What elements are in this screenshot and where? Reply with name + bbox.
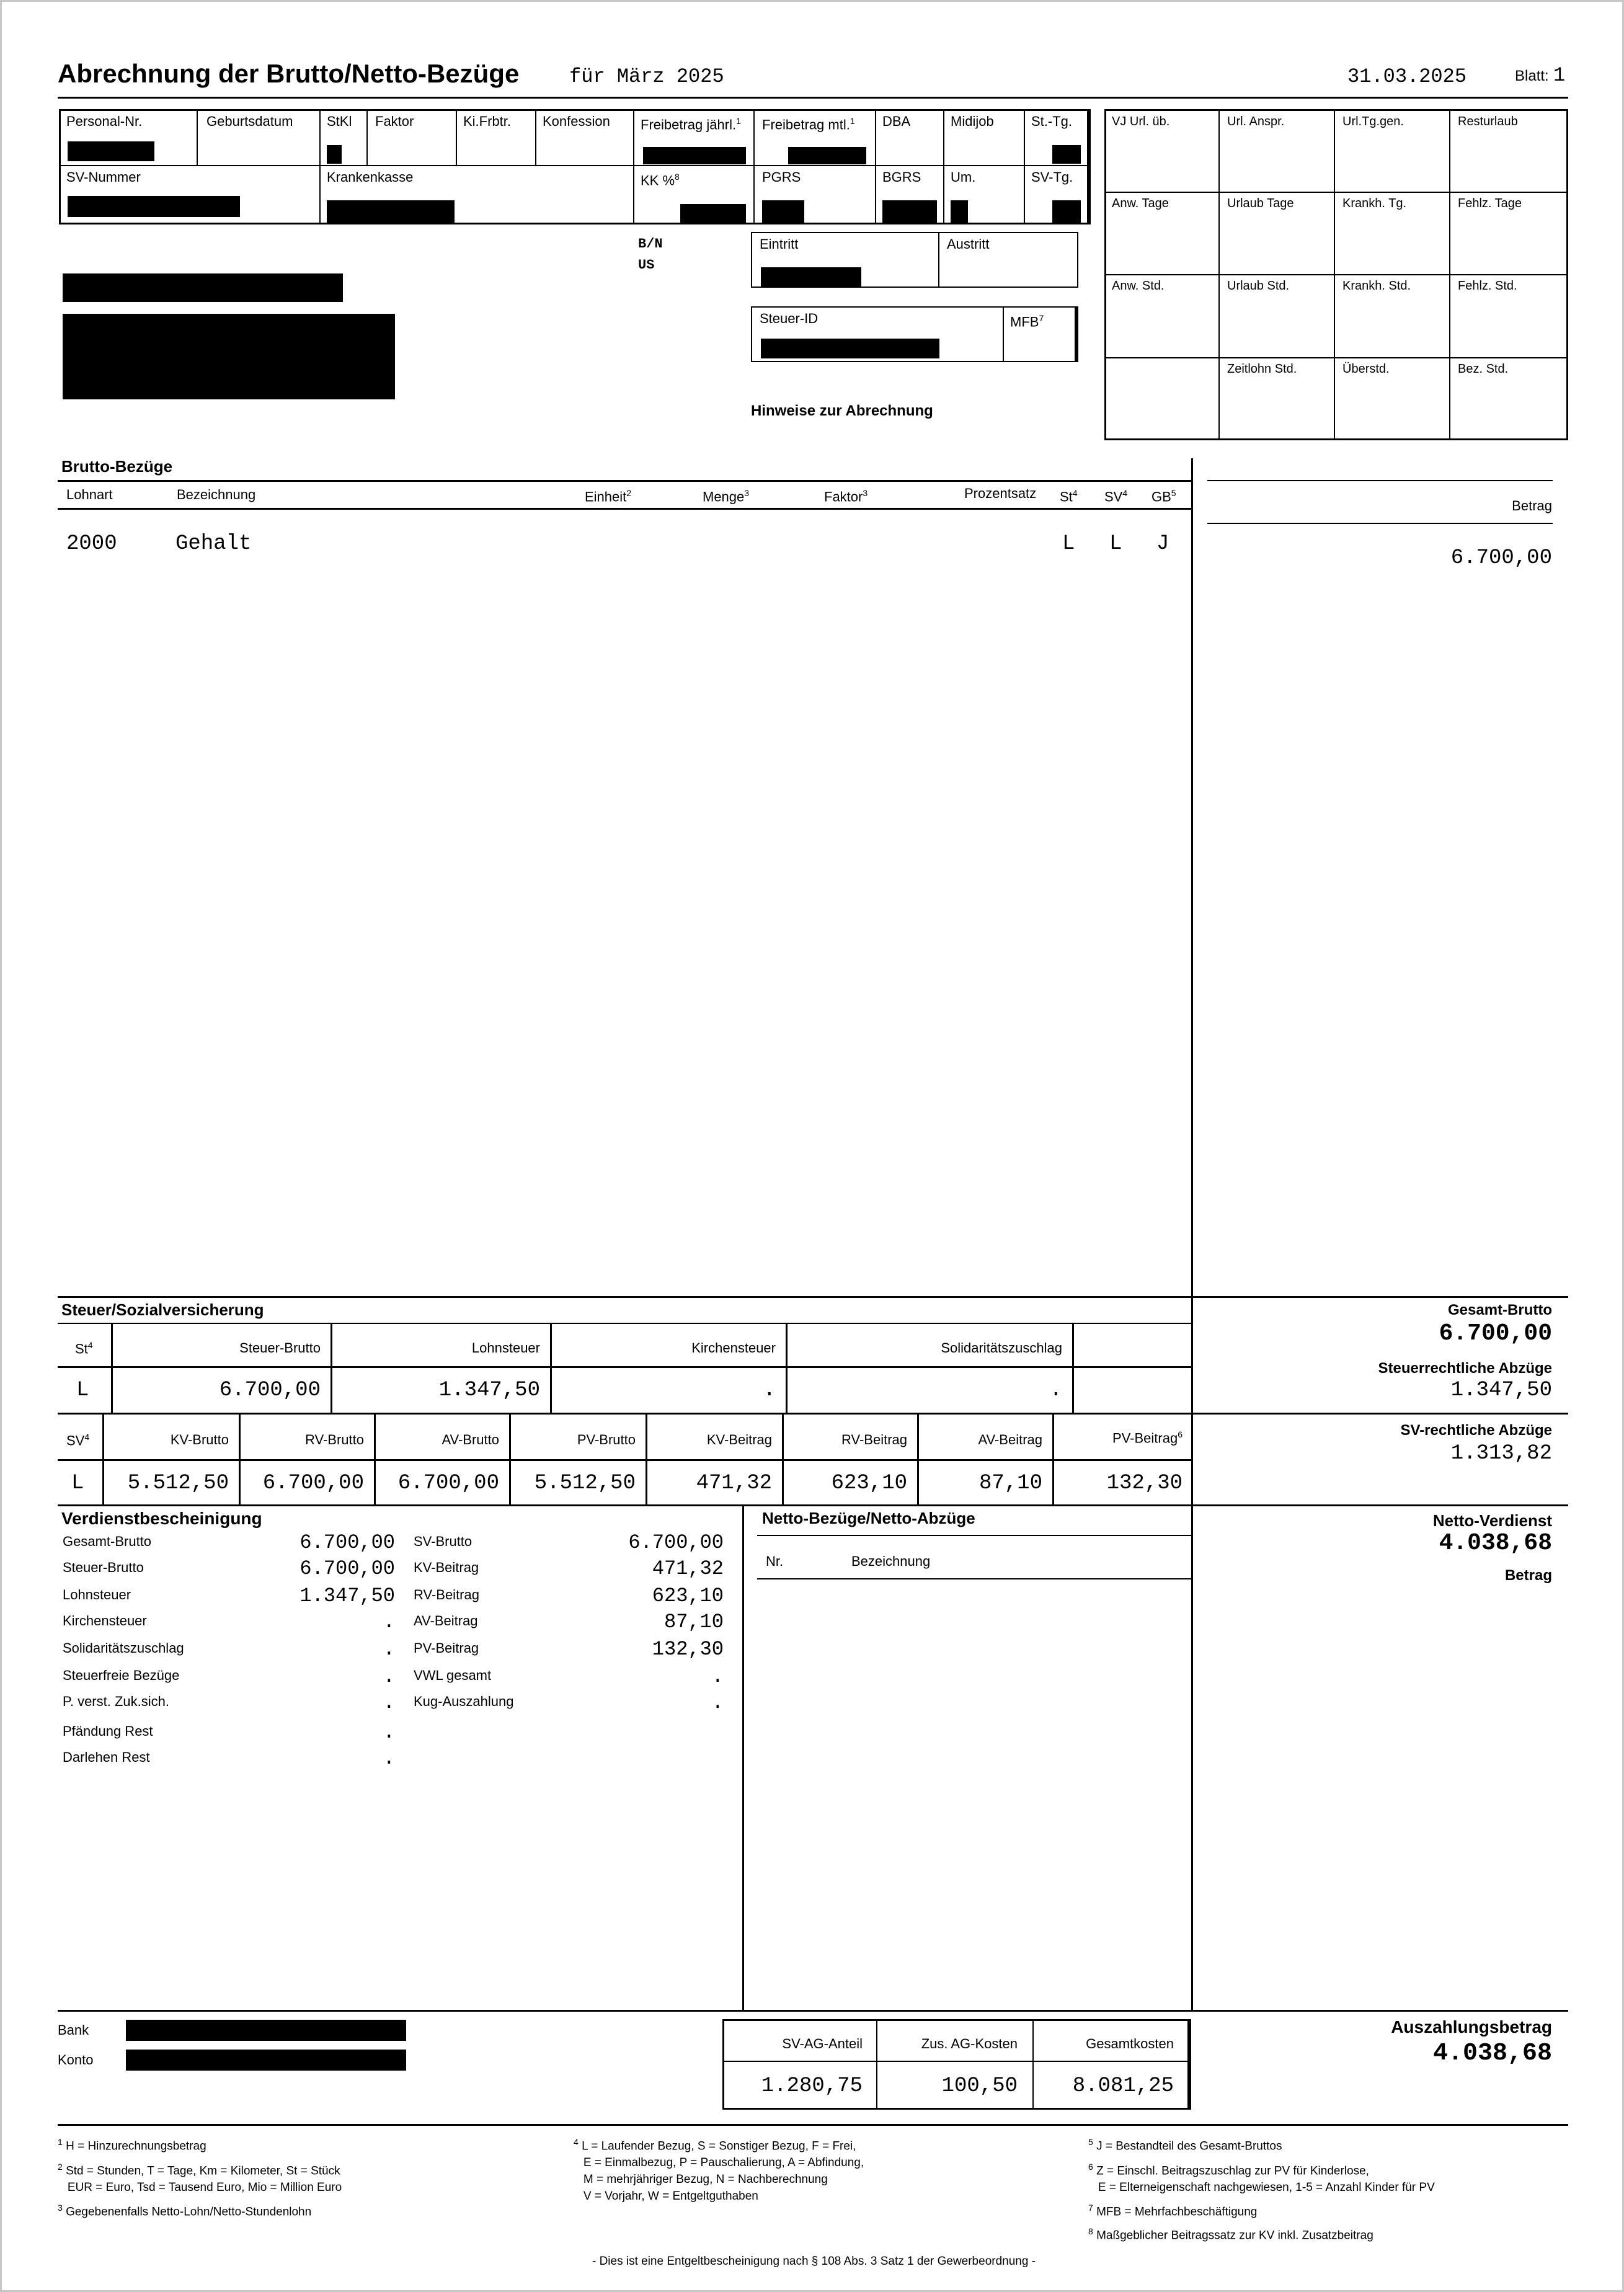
konto-label: Konto bbox=[58, 2052, 94, 2068]
col-faktor: Faktor$^3$ bbox=[824, 488, 868, 505]
steuer-section-title: Steuer/Sozialversicherung bbox=[61, 1300, 264, 1319]
auszahlung-value: 4.038,68 bbox=[1432, 2040, 1552, 2068]
redacted-kk-prozent bbox=[680, 204, 746, 224]
sv-col-sv: $SV^4$ bbox=[66, 1432, 90, 1449]
vb-value-av-beitrag: 87,10 bbox=[663, 1610, 724, 1633]
sv-av-beitrag-value: 87,10 bbox=[978, 1472, 1042, 1495]
vb-value-soli: . bbox=[383, 1638, 395, 1661]
vb-value-sv-brutto: 6.700,00 bbox=[628, 1531, 724, 1554]
col-bezeichnung: Bezeichnung bbox=[177, 487, 256, 502]
sv-rv-brutto-value: 6.700,00 bbox=[262, 1472, 364, 1495]
main-vertical-divider bbox=[1191, 458, 1193, 2010]
legal-notice: - Dies ist eine Entgeltbescheinigung nach § 108 Abs. 3 Satz 1 der Gewerbeordnung - bbox=[592, 2255, 1036, 2268]
vb-value-pv-beitrag: 132,30 bbox=[652, 1638, 724, 1661]
label-krankenkasse: Krankenkasse bbox=[327, 169, 414, 185]
redacted-freibetrag-mtl bbox=[788, 147, 866, 164]
footnote-1: $^1$ H = Hinzurechnungsbetrag bbox=[58, 2137, 206, 2153]
label-kk-prozent: KK %$^8$ bbox=[641, 172, 680, 189]
vb-value-pfaendung: . bbox=[383, 1721, 395, 1744]
label-um: Um. bbox=[951, 169, 976, 185]
vb-label-pfaendung: Pfändung Rest bbox=[63, 1723, 153, 1739]
sv-pv-brutto-value: 5.512,50 bbox=[534, 1472, 636, 1495]
tax-lohnsteuer-value: 1.347,50 bbox=[438, 1379, 540, 1402]
vb-value-darlehen: . bbox=[383, 1747, 395, 1770]
tax-st-value: L bbox=[76, 1379, 89, 1402]
vb-label-sv-brutto: SV-Brutto bbox=[414, 1534, 473, 1549]
vb-label-rv-beitrag: RV-Beitrag bbox=[414, 1587, 479, 1602]
sv-kv-brutto-value: 5.512,50 bbox=[127, 1472, 229, 1495]
vb-value-steuer-brutto: 6.700,00 bbox=[300, 1557, 395, 1580]
tax-col-lohnsteuer: Lohnsteuer bbox=[471, 1340, 540, 1356]
document-date: 31.03.2025 bbox=[1347, 65, 1467, 88]
col-menge: Menge$^3$ bbox=[703, 488, 750, 505]
vb-label-kug-auszahlung: Kug-Auszahlung bbox=[414, 1694, 514, 1709]
document-title: Abrechnung der Brutto/Netto-Bezüge bbox=[58, 59, 520, 88]
header-divider bbox=[58, 97, 1568, 99]
redacted-pgrs bbox=[762, 200, 804, 223]
vb-label-kv-beitrag: KV-Beitrag bbox=[414, 1560, 479, 1575]
sv-col-av-beitrag: AV-Beitrag bbox=[978, 1432, 1042, 1447]
brutto-st: L bbox=[1062, 532, 1075, 556]
netto-bezuege-title: Netto-Bezüge/Netto-Abzüge bbox=[762, 1509, 975, 1527]
sv-col-rv-beitrag: RV-Beitrag bbox=[841, 1432, 907, 1447]
brutto-lohnart: 2000 bbox=[66, 532, 117, 556]
tax-col-soli: Solidaritätszuschlag bbox=[941, 1340, 1062, 1356]
vb-label-lohnsteuer: Lohnsteuer bbox=[63, 1587, 131, 1602]
vb-label-p-verst: P. verst. Zuk.sich. bbox=[63, 1694, 169, 1709]
redacted-personal-nr bbox=[68, 141, 154, 161]
footnote-3: $^3$ Gegebenenfalls Netto-Lohn/Netto-Stundenlohn bbox=[58, 2203, 312, 2219]
col-betrag: Betrag bbox=[1512, 498, 1552, 513]
vb-label-steuerfreie-bezuege: Steuerfreie Bezüge bbox=[63, 1668, 180, 1683]
verdienst-divider bbox=[742, 1506, 744, 2010]
netto-verdienst-value: 4.038,68 bbox=[1439, 1530, 1552, 1557]
vac-fehlz-std: Fehlz. Std. bbox=[1458, 279, 1517, 293]
vac-resturlaub: Resturlaub bbox=[1458, 115, 1518, 128]
redacted-sv-nummer bbox=[68, 196, 240, 217]
vac-krankh-tg: Krankh. Tg. bbox=[1342, 197, 1407, 210]
vb-value-gesamt-brutto: 6.700,00 bbox=[300, 1531, 395, 1554]
vb-label-steuer-brutto: Steuer-Brutto bbox=[63, 1560, 144, 1575]
vac-vj-url-ueb: VJ Url. üb. bbox=[1112, 115, 1170, 128]
vac-url-anspr: Url. Anspr. bbox=[1227, 115, 1285, 128]
vb-value-kug-auszahlung: . bbox=[711, 1691, 724, 1714]
sv-sv-value: L bbox=[71, 1472, 84, 1495]
sv-abzuege-value: 1.313,82 bbox=[1450, 1442, 1552, 1465]
label-sv-tg: SV-Tg. bbox=[1031, 169, 1073, 185]
tax-col-steuer-brutto: Steuer-Brutto bbox=[239, 1340, 321, 1356]
label-personal-nr: Personal-Nr. bbox=[66, 113, 143, 129]
sv-rv-beitrag-value: 623,10 bbox=[831, 1472, 907, 1495]
label-bgrs: BGRS bbox=[882, 169, 921, 185]
col-gb: $GB^5$ bbox=[1151, 488, 1176, 505]
netto-col-nr: Nr. bbox=[766, 1553, 784, 1569]
redacted-employer-name bbox=[63, 273, 343, 302]
sv-col-pv-brutto: PV-Brutto bbox=[577, 1432, 636, 1447]
col-sv: $SV^4$ bbox=[1104, 488, 1128, 505]
label-kifrbtr: Ki.Frbtr. bbox=[463, 113, 512, 129]
label-st-tg: St.-Tg. bbox=[1031, 113, 1073, 129]
brutto-betrag: 6.700,00 bbox=[1450, 546, 1552, 570]
redacted-bank bbox=[126, 2020, 406, 2041]
redacted-eintritt bbox=[761, 267, 861, 287]
footnote-6: $^6$ Z = Einschl. Beitragszuschlag zur PV für Kinderlose, E = Elterneigenschaft nachgewiesen, 1-5 = Anzahl Kinder für PV bbox=[1088, 2162, 1435, 2195]
label-sv-nummer: SV-Nummer bbox=[66, 169, 141, 185]
footnote-4: $^4$ L = Laufender Bezug, S = Sonstiger Bezug, F = Frei, E = Einmalbezug, P = Pauschalierung, A = Abfindung, M = mehrjähriger Bezug, N = Nachberechnung V = Vorjahr, W = Entgeltguthaben bbox=[574, 2137, 864, 2203]
brutto-gb: J bbox=[1156, 532, 1169, 556]
tax-col-st: St$^4$ bbox=[75, 1340, 93, 1357]
sv-col-kv-brutto: KV-Brutto bbox=[170, 1432, 229, 1447]
redacted-um bbox=[951, 200, 968, 223]
label-konfession: Konfession bbox=[543, 113, 610, 129]
vb-label-vwl-gesamt: VWL gesamt bbox=[414, 1668, 492, 1683]
code-bn: B/N bbox=[638, 236, 663, 252]
brutto-section-title: Brutto-Bezüge bbox=[61, 457, 173, 476]
vb-value-p-verst: . bbox=[383, 1691, 395, 1714]
ag-zus-value: 100,50 bbox=[941, 2074, 1018, 2098]
tax-kirchensteuer-value: . bbox=[763, 1379, 776, 1402]
sv-col-kv-beitrag: KV-Beitrag bbox=[706, 1432, 772, 1447]
tax-steuer-brutto-value: 6.700,00 bbox=[219, 1379, 321, 1402]
vac-anw-std: Anw. Std. bbox=[1112, 279, 1165, 293]
redacted-stkl bbox=[327, 145, 342, 164]
vac-url-tg-gen: Url.Tg.gen. bbox=[1342, 115, 1404, 128]
label-midijob: Midijob bbox=[951, 113, 994, 129]
vac-urlaub-std: Urlaub Std. bbox=[1227, 279, 1290, 293]
vb-value-steuerfreie-bezuege: . bbox=[383, 1665, 395, 1688]
netto-betrag-label: Betrag bbox=[1504, 1567, 1552, 1584]
vb-label-soli: Solidaritätszuschlag bbox=[63, 1640, 184, 1656]
footnote-2: $^2$ Std = Stunden, T = Tage, Km = Kilometer, St = Stück EUR = Euro, Tsd = Tausend Euro, Mio = Million Euro bbox=[58, 2162, 342, 2195]
period-label: für März 2025 bbox=[569, 65, 724, 88]
vac-bez-std: Bez. Std. bbox=[1458, 362, 1509, 376]
sv-av-brutto-value: 6.700,00 bbox=[397, 1472, 499, 1495]
label-freibetrag-jaehrl: Freibetrag jährl.$^1$ bbox=[641, 116, 741, 133]
vac-anw-tage: Anw. Tage bbox=[1112, 197, 1169, 210]
label-eintritt: Eintritt bbox=[760, 236, 799, 252]
vb-label-av-beitrag: AV-Beitrag bbox=[414, 1613, 478, 1628]
sv-pv-beitrag-value: 132,30 bbox=[1106, 1472, 1183, 1495]
ag-zus-label: Zus. AG-Kosten bbox=[921, 2036, 1018, 2051]
redacted-st-tg bbox=[1052, 145, 1081, 164]
redacted-krankenkasse bbox=[327, 200, 455, 223]
vb-value-rv-beitrag: 623,10 bbox=[652, 1584, 724, 1607]
redacted-konto bbox=[126, 2050, 406, 2071]
vb-label-pv-beitrag: PV-Beitrag bbox=[414, 1640, 479, 1656]
vb-value-vwl-gesamt: . bbox=[711, 1665, 724, 1688]
sv-abzuege-label: SV-rechtliche Abzüge bbox=[1400, 1422, 1552, 1439]
redacted-freibetrag-jaehrl bbox=[643, 147, 746, 164]
sv-col-rv-brutto: RV-Brutto bbox=[305, 1432, 364, 1447]
steuer-abzuege-label: Steuerrechtliche Abzüge bbox=[1378, 1360, 1552, 1377]
sheet-label: Blatt: bbox=[1515, 68, 1549, 84]
sheet-number: 1 bbox=[1553, 64, 1566, 87]
label-mfb: MFB$^7$ bbox=[1010, 313, 1044, 330]
hinweise-label: Hinweise zur Abrechnung bbox=[751, 402, 933, 419]
brutto-sv: L bbox=[1109, 532, 1122, 556]
verdienst-title: Verdienstbescheinigung bbox=[61, 1509, 262, 1528]
vac-fehlz-tage: Fehlz. Tage bbox=[1458, 197, 1522, 210]
tax-col-kirchensteuer: Kirchensteuer bbox=[691, 1340, 776, 1356]
vac-ueberstd: Überstd. bbox=[1342, 362, 1390, 376]
ag-gesamt-value: 8.081,25 bbox=[1072, 2074, 1174, 2098]
brutto-bezeichnung: Gehalt bbox=[175, 532, 252, 556]
redacted-bgrs bbox=[882, 200, 937, 223]
sv-col-av-brutto: AV-Brutto bbox=[441, 1432, 499, 1447]
col-st: St$^4$ bbox=[1060, 488, 1078, 505]
tax-soli-value: . bbox=[1049, 1379, 1062, 1402]
col-prozentsatz: Prozentsatz bbox=[964, 486, 1037, 501]
vac-krankh-std: Krankh. Std. bbox=[1342, 279, 1411, 293]
gesamt-brutto-label: Gesamt-Brutto bbox=[1447, 1302, 1552, 1318]
footnote-8: $^8$ Maßgeblicher Beitragssatz zur KV inkl. Zusatzbeitrag bbox=[1088, 2226, 1373, 2242]
auszahlung-label: Auszahlungsbetrag bbox=[1391, 2017, 1552, 2037]
vb-value-kv-beitrag: 471,32 bbox=[652, 1557, 724, 1580]
ag-sv-value: 1.280,75 bbox=[761, 2074, 863, 2098]
label-geburtsdatum: Geburtsdatum bbox=[206, 113, 293, 129]
ag-sv-label: SV-AG-Anteil bbox=[782, 2036, 863, 2051]
label-steuer-id: Steuer-ID bbox=[760, 311, 819, 326]
steuer-abzuege-value: 1.347,50 bbox=[1450, 1379, 1552, 1402]
label-austritt: Austritt bbox=[947, 236, 990, 252]
label-freibetrag-mtl: Freibetrag mtl.$^1$ bbox=[762, 116, 855, 133]
footnote-7: $^7$ MFB = Mehrfachbeschäftigung bbox=[1088, 2203, 1258, 2219]
label-stkl: StKl bbox=[327, 113, 352, 129]
netto-verdienst-label: Netto-Verdienst bbox=[1432, 1511, 1552, 1530]
vb-label-kirchensteuer: Kirchensteuer bbox=[63, 1613, 147, 1628]
vb-value-lohnsteuer: 1.347,50 bbox=[300, 1584, 395, 1607]
vb-value-kirchensteuer: . bbox=[383, 1610, 395, 1633]
bank-label: Bank bbox=[58, 2022, 89, 2038]
vb-label-gesamt-brutto: Gesamt-Brutto bbox=[63, 1534, 152, 1549]
gesamt-brutto-value: 6.700,00 bbox=[1439, 1320, 1552, 1347]
label-dba: DBA bbox=[882, 113, 911, 129]
ag-gesamt-label: Gesamtkosten bbox=[1086, 2036, 1174, 2051]
sv-col-pv-beitrag: PV-Beitrag$^6$ bbox=[1112, 1429, 1183, 1446]
footnote-5: $^5$ J = Bestandteil des Gesamt-Bruttos bbox=[1088, 2137, 1282, 2153]
vac-zeitlohn-std: Zeitlohn Std. bbox=[1227, 362, 1297, 376]
col-einheit: Einheit$^2$ bbox=[585, 488, 632, 505]
col-lohnart: Lohnart bbox=[66, 487, 113, 502]
label-pgrs: PGRS bbox=[762, 169, 801, 185]
sv-kv-beitrag-value: 471,32 bbox=[696, 1472, 772, 1495]
redacted-sv-tg bbox=[1052, 200, 1081, 223]
code-us: US bbox=[638, 257, 655, 273]
label-faktor: Faktor bbox=[375, 113, 414, 129]
netto-col-bezeichnung: Bezeichnung bbox=[851, 1553, 931, 1569]
redacted-address-block bbox=[63, 314, 395, 399]
vb-label-darlehen: Darlehen Rest bbox=[63, 1749, 150, 1765]
vac-urlaub-tage: Urlaub Tage bbox=[1227, 197, 1294, 210]
redacted-steuer-id bbox=[761, 339, 939, 358]
